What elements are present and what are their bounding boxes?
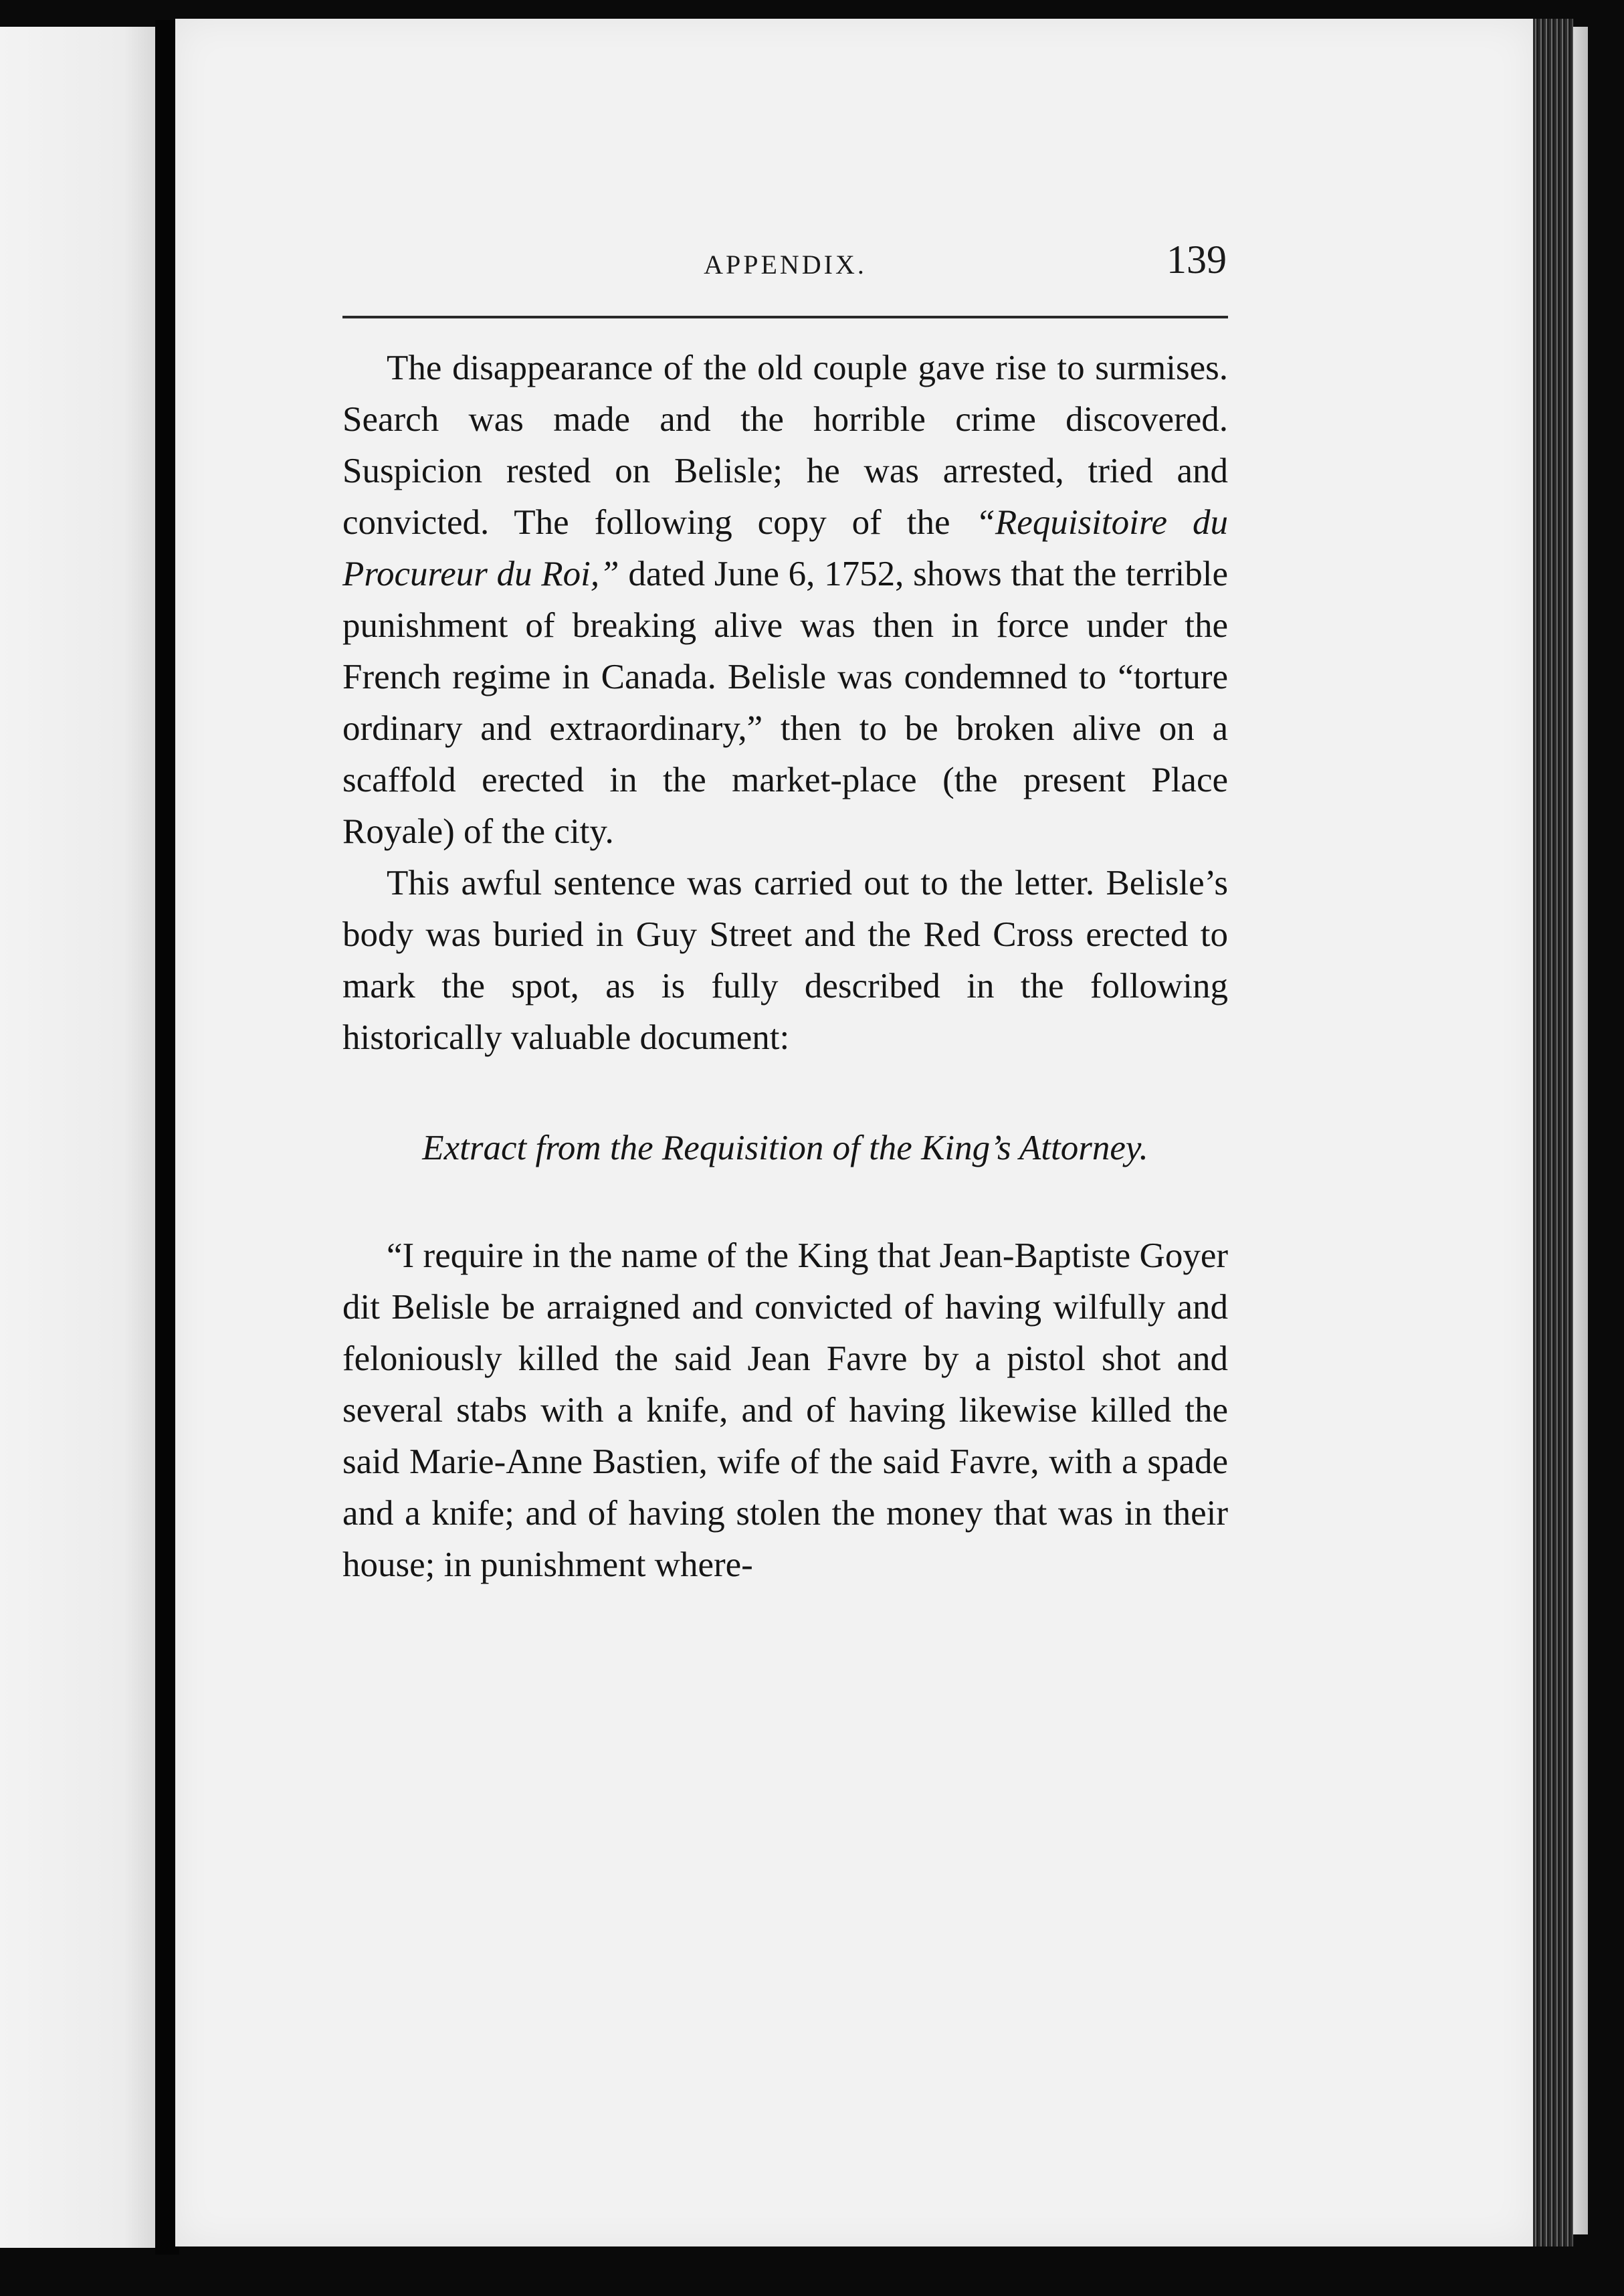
section-heading: Extract from the Requisition of the King’s Attorney.: [422, 1129, 1148, 1167]
page-edges-light: [1573, 27, 1588, 2234]
left-page-edge: [0, 27, 155, 2248]
running-title: APPENDIX.: [704, 250, 867, 280]
paragraph-1-part-b: dated June 6, 1752, shows that the terrible punishment of breaking alive was then in force under the French regime in Canada. Belisle was condemned to “torture ordinary and extraordinary,” then to be broken alive on a scaffold erected in the market-place (the present Place Royale) of the city.: [342, 555, 1228, 851]
page-number: 139: [1166, 237, 1227, 282]
paragraph-1-part-a: The disappearance of the old couple gave rise to surmises. Search was made and the horrible crime discovered. Suspicion rested on Belisle; he was arrested, tried and convicted. The following copy of the: [342, 349, 1228, 542]
page-edges: [1533, 19, 1573, 2246]
body-text: [342, 343, 1228, 1591]
header-rule: [342, 316, 1228, 318]
paragraph-1-italic-title: “Requisitoire du Procureur du Roi,”: [342, 503, 1228, 593]
paragraph-3-quotation: “I require in the name of the King that Jean-Baptiste Goyer dit Belisle be arraigned and convicted of having wilfully and feloniously killed the said Jean Favre by a pistol shot and several stabs with a knife, and of having likewise killed the said Marie-Anne Bastien, wife of the said Favre, with a spade and a knife; and of having stolen the money that was in their house; in punishment where-: [342, 1236, 1228, 1584]
running-head: [342, 235, 1228, 282]
paragraph-2: This awful sentence was carried out to the letter. Belisle’s body was buried in Guy Street and the Red Cross erected to mark the spot, as is fully described in the following historically valuable document:: [342, 864, 1228, 1057]
paragraph-1: [342, 343, 1228, 858]
